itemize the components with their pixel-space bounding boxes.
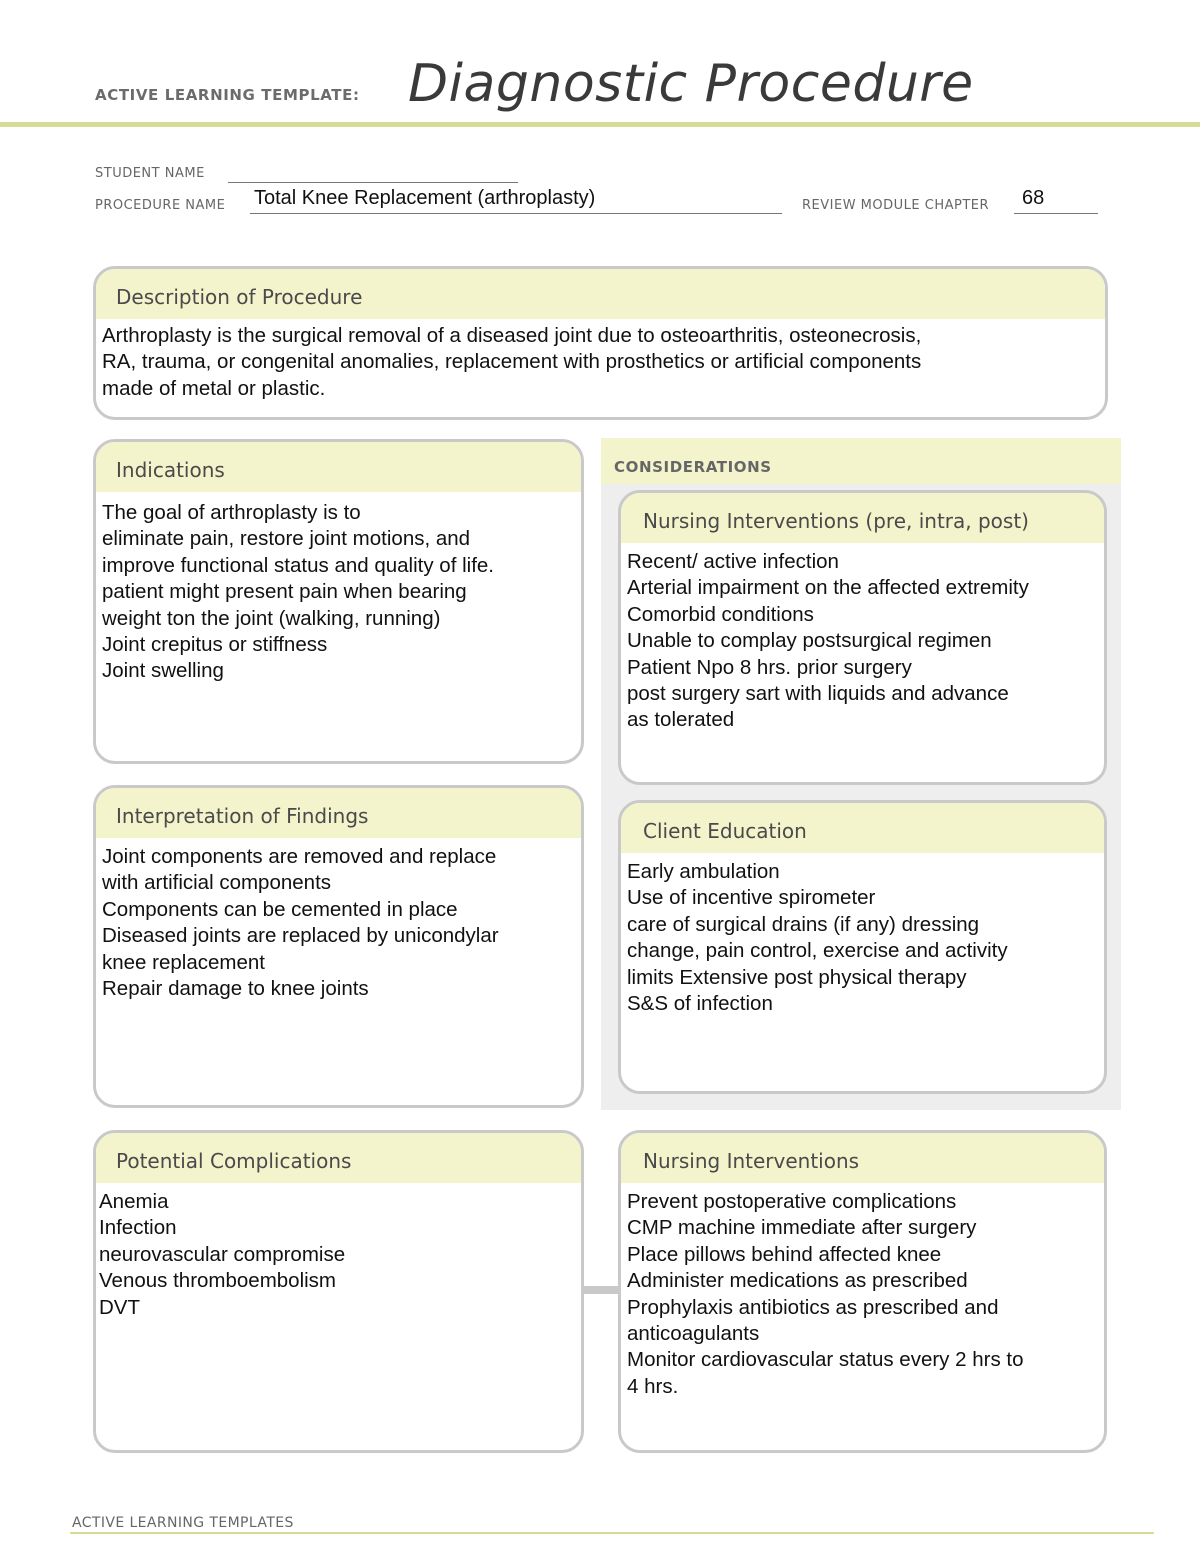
nursing-interventions-pip-title: Nursing Interventions (pre, intra, post) — [621, 493, 1104, 543]
complications-line: Infection — [99, 1216, 177, 1240]
complications-line: neurovascular compromise — [99, 1242, 346, 1266]
client-education-body — [621, 853, 1104, 1017]
nursing-interventions-pip-line: Recent/ active infection — [627, 550, 839, 573]
indications-line: The goal of arthroplasty is to — [102, 501, 361, 524]
procedure-name-value: Total Knee Replacement (arthroplasty) — [254, 187, 596, 209]
complications-title: Potential Complications — [96, 1133, 581, 1183]
complications-line: Anemia — [99, 1190, 169, 1213]
interpretation-box — [93, 785, 584, 1108]
procedure-name-field[interactable] — [250, 187, 782, 214]
student-name-field[interactable] — [228, 168, 518, 183]
complications-line: DVT — [99, 1295, 140, 1319]
box-connector — [582, 1286, 622, 1294]
nursing-interventions-pip-line: Patient Npo 8 hrs. prior surgery — [627, 655, 912, 679]
nursing-interventions-pip-line: as tolerated — [627, 708, 735, 732]
nursing-interventions-pip-box — [618, 490, 1107, 785]
complications-line: Venous thromboembolism — [99, 1269, 337, 1293]
indications-line: Joint crepitus or stiffness — [102, 633, 328, 657]
indications-line: weight ton the joint (walking, running) — [102, 606, 441, 630]
template-title: Diagnostic Procedure — [408, 54, 974, 114]
description-title: Description of Procedure — [96, 269, 1105, 319]
header-divider — [0, 122, 1200, 127]
nursing-interventions-line: Place pillows behind affected knee — [627, 1242, 942, 1266]
indications-box — [93, 439, 584, 764]
review-module-label: REVIEW MODULE CHAPTER — [802, 198, 990, 213]
indications-line: eliminate pain, restore joint motions, and — [102, 527, 471, 551]
client-education-title: Client Education — [621, 803, 1104, 853]
template-label: ACTIVE LEARNING TEMPLATE: — [95, 86, 360, 104]
client-education-line: limits Extensive post physical therapy — [627, 965, 967, 989]
interpretation-line: Diseased joints are replaced by unicondylar — [102, 924, 499, 948]
considerations-title: CONSIDERATIONS — [614, 458, 772, 476]
description-line: Arthroplasty is the surgical removal of a diseased joint due to osteoarthritis, osteonecrosis, — [102, 324, 922, 347]
footer-text: ACTIVE LEARNING TEMPLATES — [72, 1515, 294, 1531]
nursing-interventions-title: Nursing Interventions — [621, 1133, 1104, 1183]
indications-title: Indications — [96, 442, 581, 492]
description-body — [96, 319, 1105, 402]
client-education-line: care of surgical drains (if any) dressing — [627, 912, 980, 936]
nursing-interventions-line: Administer medications as prescribed — [627, 1269, 968, 1293]
description-box — [93, 266, 1108, 420]
interpretation-body — [96, 838, 581, 1002]
client-education-line: S&S of infection — [627, 992, 773, 1016]
nursing-interventions-pip-line: Unable to complay postsurgical regimen — [627, 629, 992, 653]
nursing-interventions-pip-body — [621, 543, 1104, 734]
client-education-line: change, pain control, exercise and activity — [627, 939, 1008, 963]
nursing-interventions-line: Prophylaxis antibiotics as prescribed and — [627, 1295, 999, 1319]
description-line: made of metal or plastic. — [102, 376, 326, 400]
description-line: RA, trauma, or congenital anomalies, replacement with prosthetics or artificial components — [102, 350, 922, 374]
client-education-line: Use of incentive spirometer — [627, 886, 876, 910]
nursing-interventions-line: Monitor cardiovascular status every 2 hrs to — [627, 1348, 1024, 1372]
client-education-box — [618, 800, 1107, 1094]
complications-box — [93, 1130, 584, 1453]
nursing-interventions-body — [621, 1183, 1104, 1400]
indications-body — [96, 492, 581, 685]
nursing-interventions-line: Prevent postoperative complications — [627, 1190, 957, 1213]
nursing-interventions-box — [618, 1130, 1107, 1453]
indications-line: patient might present pain when bearing — [102, 580, 467, 604]
nursing-interventions-pip-line: Comorbid conditions — [627, 602, 814, 626]
review-module-field[interactable] — [1014, 187, 1098, 214]
footer-divider — [70, 1532, 1154, 1534]
student-name-label: STUDENT NAME — [95, 166, 205, 181]
interpretation-line: knee replacement — [102, 950, 265, 974]
nursing-interventions-pip-line: post surgery sart with liquids and advance — [627, 682, 1009, 706]
nursing-interventions-line: anticoagulants — [627, 1322, 760, 1346]
indications-line: Joint swelling — [102, 659, 224, 683]
interpretation-line: Repair damage to knee joints — [102, 977, 369, 1001]
nursing-interventions-pip-line: Arterial impairment on the affected extremity — [627, 576, 1029, 600]
complications-body — [96, 1183, 581, 1321]
indications-line: improve functional status and quality of life. — [102, 553, 494, 577]
interpretation-title: Interpretation of Findings — [96, 788, 581, 838]
client-education-line: Early ambulation — [627, 860, 780, 883]
review-module-value: 68 — [1022, 187, 1045, 209]
procedure-name-label: PROCEDURE NAME — [95, 198, 226, 213]
interpretation-line: Components can be cemented in place — [102, 897, 458, 921]
interpretation-line: Joint components are removed and replace — [102, 845, 497, 868]
interpretation-line: with artificial components — [102, 871, 332, 895]
nursing-interventions-line: CMP machine immediate after surgery — [627, 1216, 977, 1240]
nursing-interventions-line: 4 hrs. — [627, 1374, 679, 1398]
